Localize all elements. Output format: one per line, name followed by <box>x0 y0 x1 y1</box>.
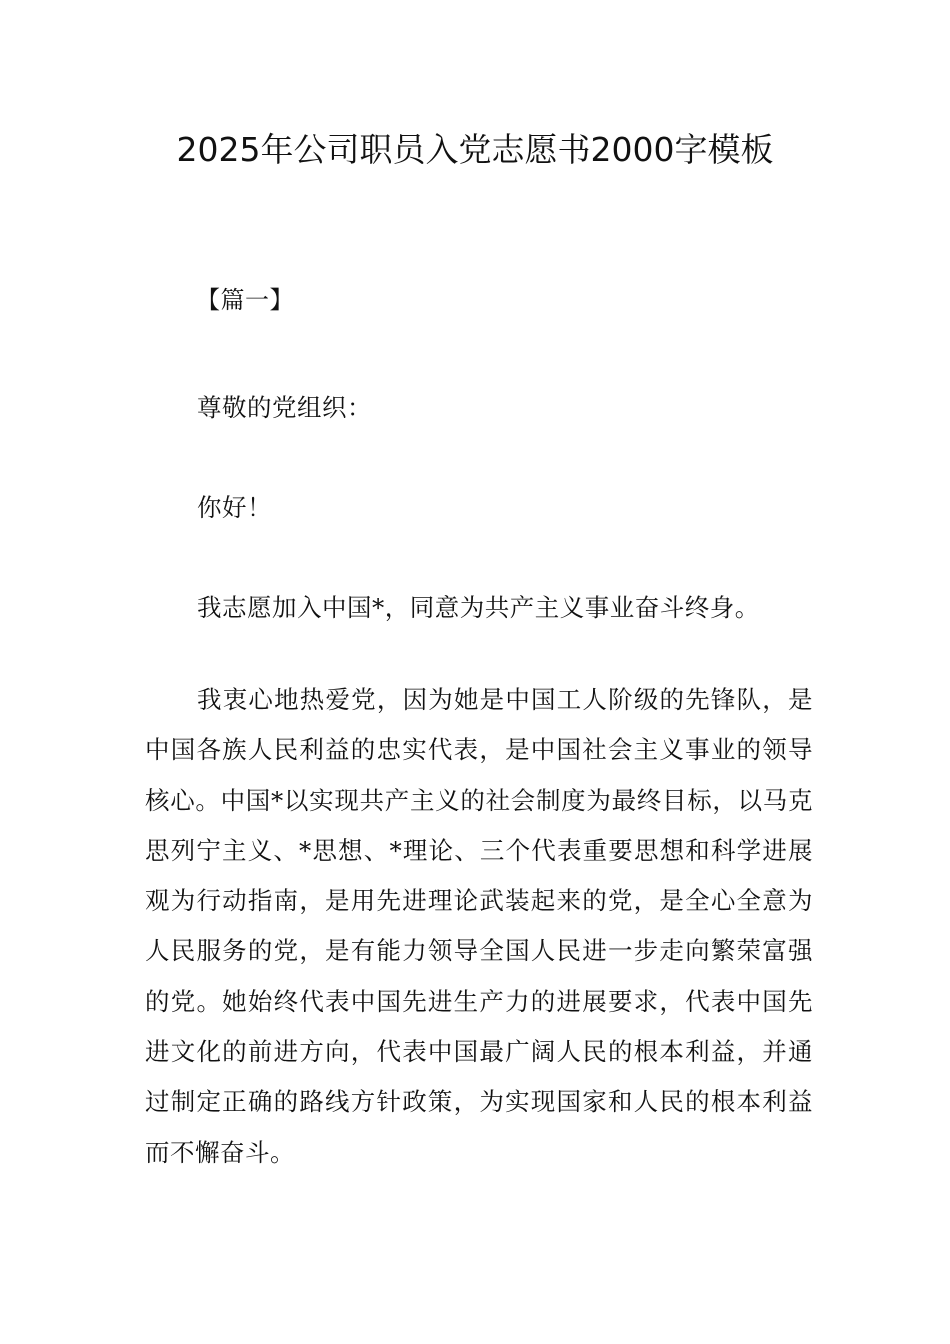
salutation-paragraph: 尊敬的党组织： <box>197 393 372 422</box>
intro-paragraph: 我志愿加入中国*，同意为共产主义事业奋斗终身。 <box>197 593 760 622</box>
greeting-paragraph: 你好！ <box>197 493 272 522</box>
body-paragraph: 我衷心地热爱党，因为她是中国工人阶级的先锋队，是中国各族人民利益的忠实代表，是中国社会主义事业的领导核心。中国*以实现共产主义的社会制度为最终目标，以马克思列宁主义、*思想、*理论、三个代表重要思想和科学进展观为行动指南，是用先进理论武装起来的党，是全心全意为人民服务的党，是有能力领导全国人民进一步走向繁荣富强的党。她始终代表中国先进生产力的进展要求，代表中国先进文化的前进方向，代表中国最广阔人民的根本利益，并通过制定正确的路线方针政策，为实现国家和人民的根本利益而不懈奋斗。 <box>145 685 813 1167</box>
document-title: 2025年公司职员入党志愿书2000字模板 <box>176 130 774 169</box>
section-heading: 【篇一】 <box>196 286 294 314</box>
